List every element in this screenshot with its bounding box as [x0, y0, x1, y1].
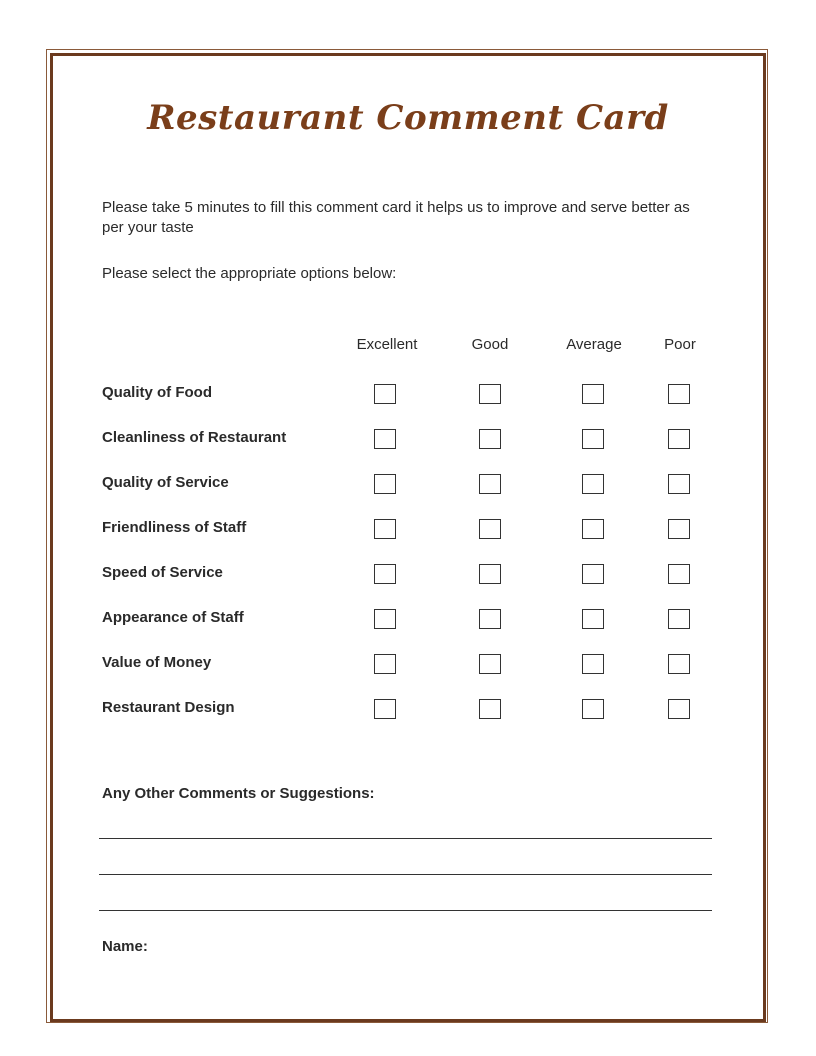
checkbox-average[interactable] — [582, 429, 604, 449]
name-label: Name: — [102, 938, 148, 955]
rating-row — [102, 519, 722, 543]
checkbox-poor[interactable] — [668, 384, 690, 404]
rating-row — [102, 474, 722, 498]
checkbox-excellent[interactable] — [374, 519, 396, 539]
checkbox-good[interactable] — [479, 564, 501, 584]
rating-row-label: Cleanliness of Restaurant — [102, 429, 287, 446]
checkbox-excellent[interactable] — [374, 429, 396, 449]
checkbox-average[interactable] — [582, 384, 604, 404]
checkbox-excellent[interactable] — [374, 474, 396, 494]
intro-text: Please take 5 minutes to fill this comment card it helps us to improve and serve better as per your taste — [102, 199, 690, 236]
comment-line-2[interactable] — [99, 874, 712, 875]
rating-row — [102, 564, 722, 588]
checkbox-poor[interactable] — [668, 564, 690, 584]
rating-row-label: Appearance of Staff — [102, 609, 244, 626]
rating-row-label: Value of Money — [102, 654, 212, 671]
checkbox-good[interactable] — [479, 474, 501, 494]
instruction-text: Please select the appropriate options below: — [102, 265, 397, 282]
checkbox-poor[interactable] — [668, 609, 690, 629]
rating-row-label: Restaurant Design — [102, 699, 235, 716]
checkbox-poor[interactable] — [668, 474, 690, 494]
checkbox-excellent[interactable] — [374, 654, 396, 674]
checkbox-average[interactable] — [582, 474, 604, 494]
checkbox-poor[interactable] — [668, 699, 690, 719]
comment-line-1[interactable] — [99, 838, 712, 839]
rating-row — [102, 609, 722, 633]
rating-row-label: Quality of Service — [102, 474, 229, 491]
checkbox-good[interactable] — [479, 699, 501, 719]
rating-row-label: Speed of Service — [102, 564, 223, 581]
comments-label: Any Other Comments or Suggestions: — [102, 785, 375, 802]
page-title: Restaurant Comment Card — [147, 98, 669, 138]
checkbox-excellent[interactable] — [374, 384, 396, 404]
comment-line-3[interactable] — [99, 910, 712, 911]
rating-row — [102, 384, 722, 408]
checkbox-poor[interactable] — [668, 519, 690, 539]
checkbox-average[interactable] — [582, 609, 604, 629]
checkbox-good[interactable] — [479, 609, 501, 629]
checkbox-good[interactable] — [479, 384, 501, 404]
column-header-good: Good — [471, 336, 509, 353]
checkbox-excellent[interactable] — [374, 699, 396, 719]
rating-row — [102, 429, 722, 453]
checkbox-average[interactable] — [582, 699, 604, 719]
rating-row — [102, 654, 722, 678]
checkbox-average[interactable] — [582, 564, 604, 584]
checkbox-excellent[interactable] — [374, 609, 396, 629]
column-header-poor: Poor — [664, 336, 696, 353]
checkbox-good[interactable] — [479, 429, 501, 449]
checkbox-good[interactable] — [479, 519, 501, 539]
checkbox-average[interactable] — [582, 519, 604, 539]
rating-row-label: Friendliness of Staff — [102, 519, 247, 536]
column-header-average: Average — [566, 336, 622, 353]
rating-row — [102, 699, 722, 723]
column-header-excellent: Excellent — [356, 336, 418, 353]
rating-row-label: Quality of Food — [102, 384, 212, 401]
checkbox-poor[interactable] — [668, 654, 690, 674]
checkbox-poor[interactable] — [668, 429, 690, 449]
checkbox-good[interactable] — [479, 654, 501, 674]
checkbox-average[interactable] — [582, 654, 604, 674]
checkbox-excellent[interactable] — [374, 564, 396, 584]
